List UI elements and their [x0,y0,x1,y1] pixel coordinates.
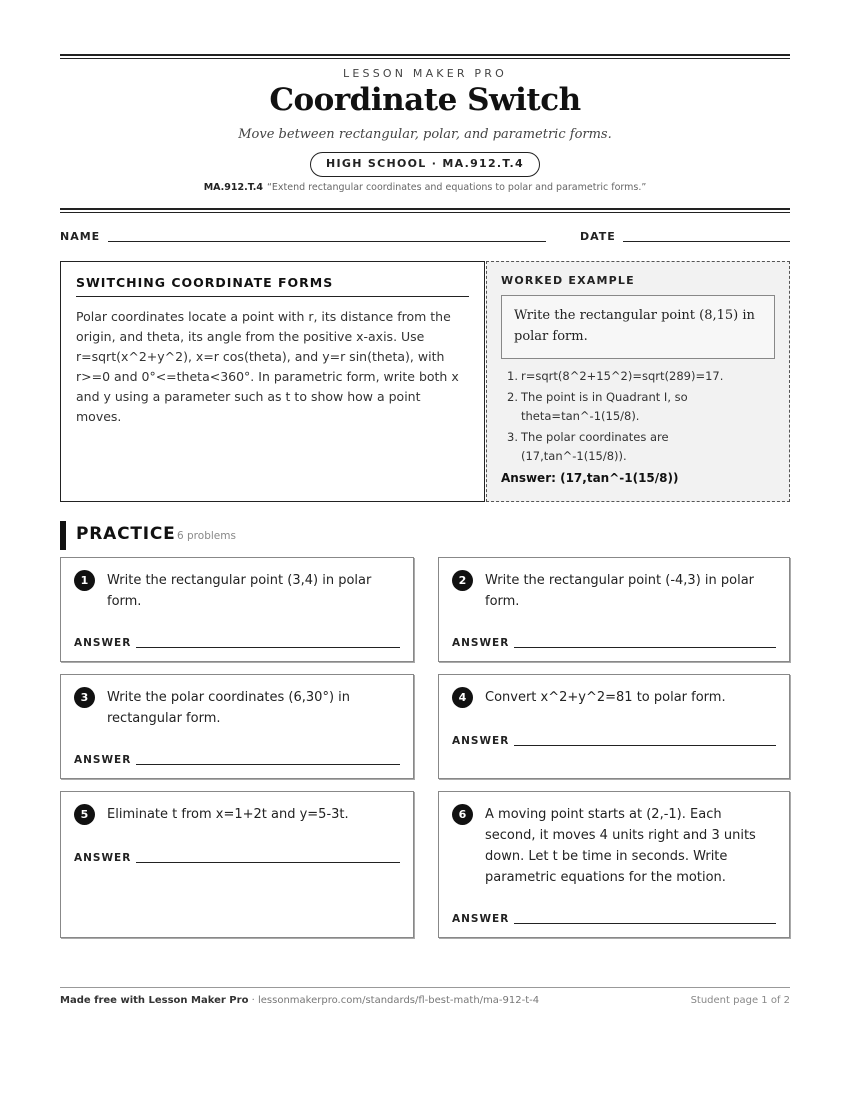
worked-example-title: WORKED EXAMPLE [501,274,635,287]
answer-field[interactable] [136,764,400,765]
footer-page-number: Student page 1 of 2 [690,995,790,1006]
answer-label: ANSWER [452,735,510,747]
step-text: The point is in Quadrant I, so theta=tan^-1(15/8). [521,390,688,423]
answer-field[interactable] [514,923,776,924]
answer-field[interactable] [514,745,776,746]
grade-pill-wrap [60,152,790,177]
worked-step [501,388,775,426]
problem-text: Write the polar coordinates (6,30°) in rectangular form. [107,690,350,726]
step-number: 3. [507,430,518,444]
problem-card-3 [60,674,414,779]
problem-card-2 [438,557,790,662]
page-title: Coordinate Switch [269,82,581,118]
grade-standard-pill: HIGH SCHOOL · MA.912.T.4 [310,152,540,177]
worked-example-problem: Write the rectangular point (8,15) in polar form. [501,295,775,359]
answer-label: ANSWER [74,852,132,864]
problem-card-1 [60,557,414,662]
answer-label: ANSWER [74,754,132,766]
problem-number-badge: 1 [74,570,95,591]
date-field[interactable] [623,241,790,242]
answer-label: ANSWER [74,637,132,649]
worked-example-steps [501,367,775,466]
worked-step [501,428,775,466]
answer-label: ANSWER [452,637,510,649]
worked-example-box [486,261,790,502]
top-double-rule [60,54,790,59]
problem-card-6 [438,791,790,938]
answer-label: ANSWER [452,913,510,925]
standard-code: MA.912.T.4 [203,182,263,193]
date-label: DATE [580,230,616,243]
standard-text: “Extend rectangular coordinates and equations to polar and parametric forms.” [267,182,647,193]
header-bottom-double-rule [60,208,790,213]
page-subtitle: Move between rectangular, polar, and parametric forms. [238,127,612,142]
worked-step [501,367,775,386]
practice-title: PRACTICE [76,524,176,544]
name-field[interactable] [108,241,546,242]
footer-rule [60,987,790,988]
answer-field[interactable] [514,647,776,648]
footer-url[interactable]: lessonmakerpro.com/standards/fl-best-math/ma-912-t-4 [257,995,540,1006]
answer-field[interactable] [136,647,400,648]
footer-credit [60,995,539,1006]
concept-box [60,261,485,502]
problem-number-badge: 4 [452,687,473,708]
practice-accent-bar [60,521,66,550]
worksheet-page [60,0,790,1100]
step-text: The polar coordinates are (17,tan^-1(15/8)). [521,430,669,463]
step-number: 2. [507,390,518,404]
name-label: NAME [60,230,101,243]
worked-example-answer: Answer: (17,tan^-1(15/8)) [501,471,679,485]
footer-separator: · [248,995,258,1006]
problem-text: Write the rectangular point (-4,3) in polar form. [485,573,755,609]
step-number: 1. [507,369,518,383]
problem-number-badge: 5 [74,804,95,825]
footer-made-with: Made free with Lesson Maker Pro [60,995,249,1006]
problem-text: Eliminate t from x=1+2t and y=5-3t. [107,807,349,822]
practice-count: 6 problems [177,530,236,542]
step-text: r=sqrt(8^2+15^2)=sqrt(289)=17. [521,369,724,383]
concept-title: SWITCHING COORDINATE FORMS [76,275,469,297]
problem-text: Write the rectangular point (3,4) in polar form. [107,573,372,609]
problem-number-badge: 3 [74,687,95,708]
concept-body: Polar coordinates locate a point with r, its distance from the origin, and theta, its angle from the positive x-axis. Use r=sqrt(x^2+y^2), x=r cos(theta), and y=r sin(theta), with r>=0 and 0°<=theta<360°. In parametric form, write both x and y using a parameter such as t to show how a point moves. [76,309,459,424]
problem-card-5 [60,791,414,938]
problem-number-badge: 2 [452,570,473,591]
problem-number-badge: 6 [452,804,473,825]
problem-text: Convert x^2+y^2=81 to polar form. [485,690,726,705]
problem-text: A moving point starts at (2,-1). Each second, it moves 4 units right and 3 units down. Let t be time in seconds. Write parametric equations for the motion. [485,807,756,885]
name-date-row [60,230,790,246]
problem-card-4 [438,674,790,779]
standard-description [60,182,790,193]
brand-name: LESSON MAKER PRO [343,67,507,80]
answer-field[interactable] [136,862,400,863]
